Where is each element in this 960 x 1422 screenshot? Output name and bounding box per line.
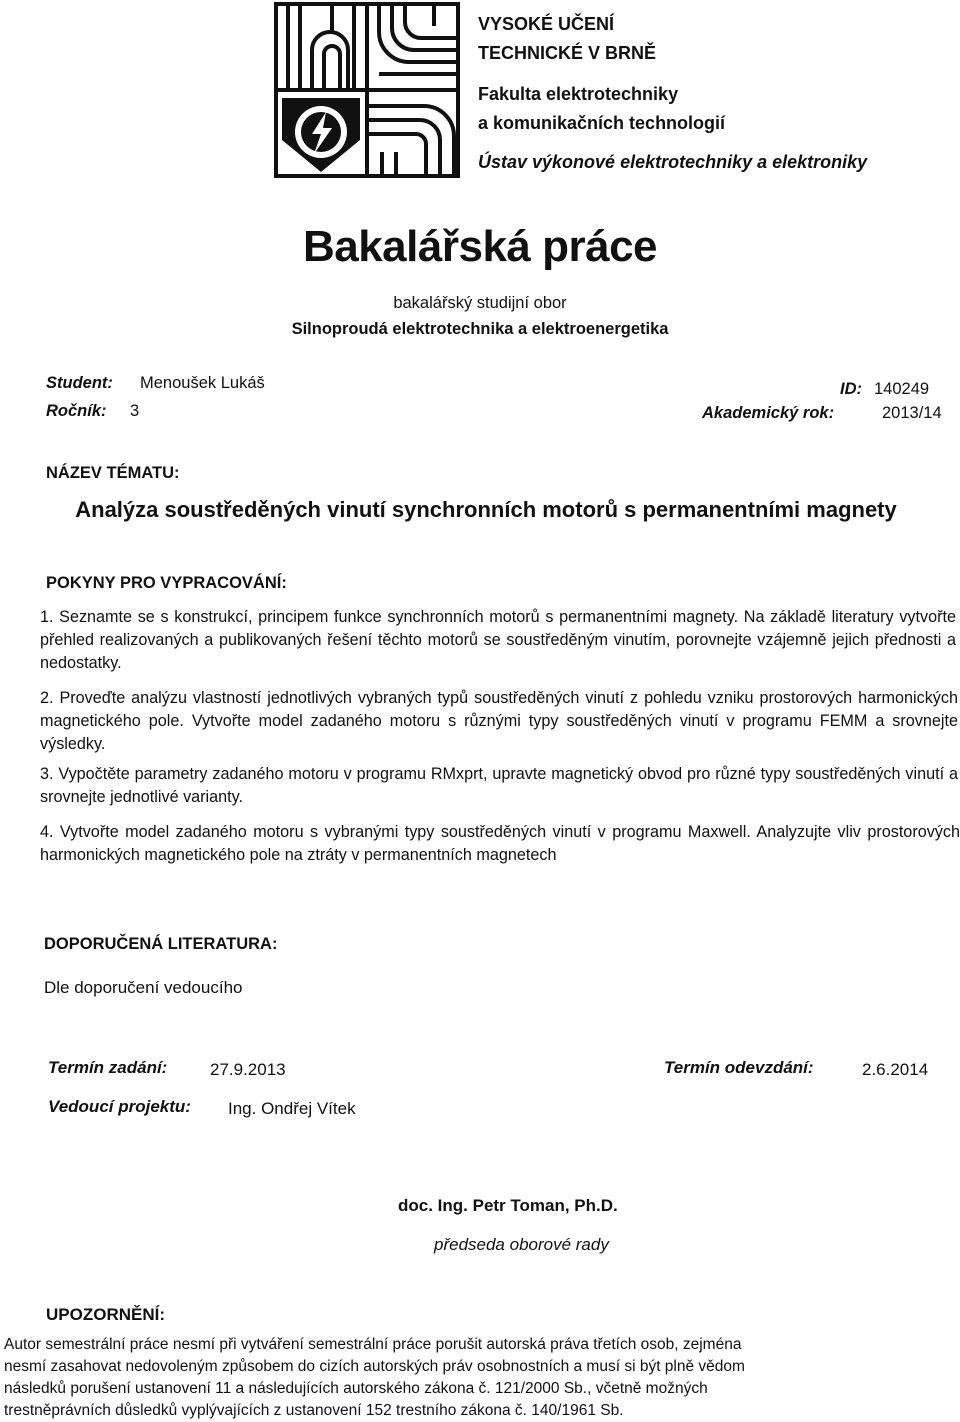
student-label: Student: (46, 374, 113, 392)
instructions-heading: POKYNY PRO VYPRACOVÁNÍ: (46, 574, 287, 592)
institute-name: Ústav výkonové elektrotechniky a elektroniky (478, 152, 868, 172)
notice-line-4: trestněprávních důsledků vyplývajících z ustanovení 152 trestního zákona č. 140/1961 Sb. (4, 1402, 624, 1419)
year-value: 3 (130, 402, 140, 420)
university-name-line-1: VYSOKÉ UČENÍ (478, 14, 615, 34)
topic-heading: NÁZEV TÉMATU: (46, 464, 180, 482)
document-title: Bakalářská práce (302, 222, 658, 271)
assigned-date-value: 27.9.2013 (210, 1060, 286, 1079)
signatory-name: doc. Ing. Petr Toman, Ph.D. (398, 1196, 618, 1215)
study-field: Silnoproudá elektrotechnika a elektroenergetika (291, 320, 669, 338)
due-date-label: Termín odevzdání: (664, 1058, 814, 1077)
study-program-type: bakalářský studijní obor (393, 294, 567, 312)
supervisor-label: Vedoucí projektu: (48, 1097, 191, 1116)
supervisor-name: Ing. Ondřej Vítek (228, 1099, 356, 1118)
faculty-name-line-2: a komunikačních technologií (478, 113, 726, 133)
notice-line-3: následků porušení ustanovení 11 a následujících autorského zákona č. 121/2000 Sb., včetně možných (4, 1380, 708, 1397)
instruction-item-1: 1. Seznamte se s konstrukcí, principem funkce synchronních motorů s permanentními magnety. Na základě literatury vytvořte přehled realizovaných a publikovaných řešení těchto motorů se soustředěným vinutím, porovnejte vzájemně jejich přednosti a nedostatky. (40, 608, 956, 672)
literature-text: Dle doporučení vedoucího (44, 978, 243, 997)
faculty-name-line-1: Fakulta elektrotechniky (478, 84, 679, 104)
notice-heading: UPOZORNĚNÍ: (46, 1305, 165, 1324)
notice-text (4, 1334, 956, 1422)
academic-year-label: Akademický rok: (702, 404, 835, 422)
notice-line-2: nesmí zasahovat nedovoleným způsobem do cizích autorských práv osobnostních a musí si být plně vědom (4, 1358, 745, 1375)
due-date-value: 2.6.2014 (862, 1060, 929, 1079)
academic-year-value: 2013/14 (882, 404, 942, 422)
signatory-role: předseda oborové rady (434, 1235, 609, 1254)
year-label: Ročník: (46, 402, 107, 420)
instruction-item-4: 4. Vytvořte model zadaného motoru s vybranými typy soustředěných vinutí v programu Maxwell. Analyzujte vliv prostorových harmonických magnetického pole na ztráty v permanentních magnetech (40, 823, 960, 864)
topic-title: Analýza soustředěných vinutí synchronních motorů s permanentními magnety (75, 497, 897, 522)
assigned-date-label: Termín zadání: (48, 1058, 168, 1077)
literature-heading: DOPORUČENÁ LITERATURA: (44, 935, 278, 953)
id-label: ID: (840, 380, 862, 398)
university-name (478, 10, 656, 68)
faculty-name (478, 80, 725, 138)
university-name-line-2: TECHNICKÉ V BRNĚ (478, 43, 657, 63)
study-program (0, 290, 960, 342)
vut-lightning-shield-icon (274, 2, 460, 178)
student-name: Menoušek Lukáš (140, 374, 265, 392)
notice-line-1: Autor semestrální práce nesmí při vytváření semestrální práce porušit autorská práva třetích osob, zejména (4, 1336, 742, 1353)
instruction-item-2: 2. Proveďte analýzu vlastností jednotlivých vybraných typů soustředěných vinutí z pohledu vzniku prostorových harmonických magnetického pole. Vytvořte model zadaného motoru s různými typy soustředěných vinutí v programu FEMM a srovnejte výsledky. (40, 689, 958, 753)
id-value: 140249 (874, 380, 930, 398)
instruction-item-3: 3. Vypočtěte parametry zadaného motoru v programu RMxprt, upravte magnetický obvod pro různé typy soustředěných vinutí a srovnejte jednotlivé varianty. (40, 765, 958, 806)
